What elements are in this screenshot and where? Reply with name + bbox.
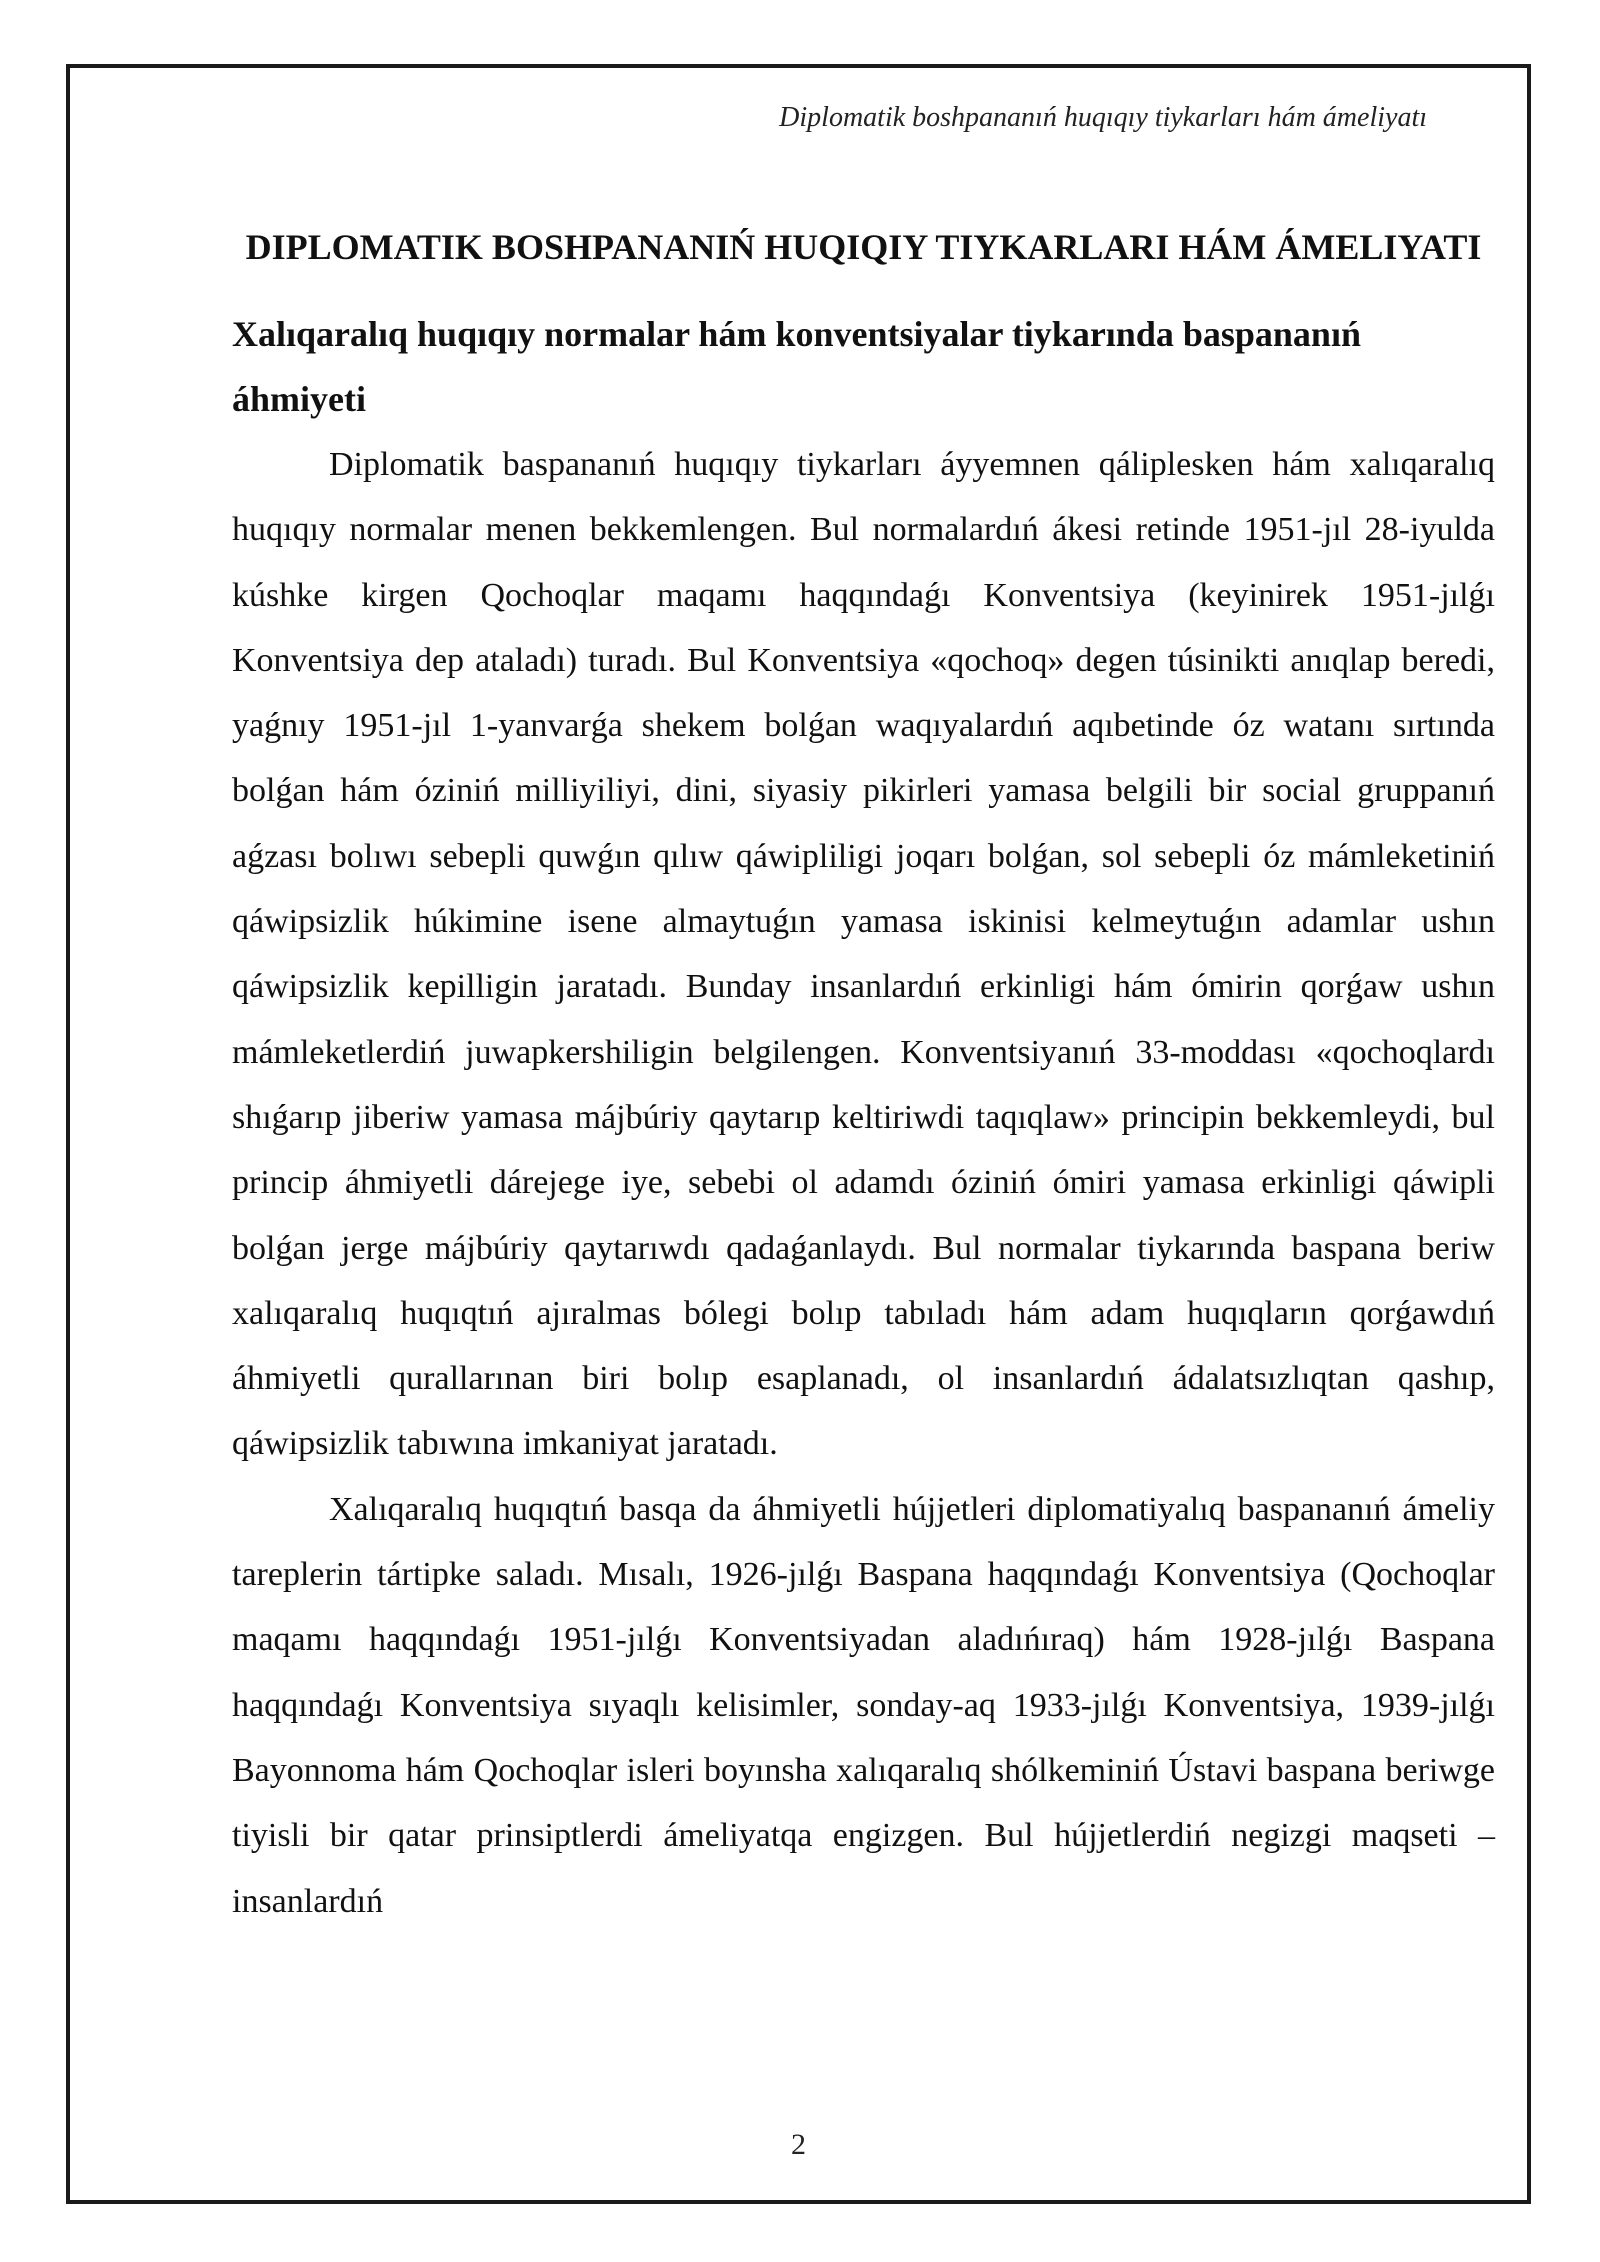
section-heading: Xalıqaralıq huqıqıy normalar hám konventsiyalar tiykarında baspananıń áhmiyeti [232, 314, 1361, 419]
page-frame [66, 64, 1531, 2204]
page-number: 2 [791, 2128, 806, 2161]
paragraph: Xalıqaralıq huqıqtıń basqa da áhmiyetli hújjetleri diplomatiyalıq baspananıń ámeliy tareplerin tártipke saladı. Mısalı, 1926-jılǵı Baspana haqqındaǵı Konventsiya (Qochoqlar maqamı haqqındaǵı 1951-jılǵı Konventsiyadan aladıńıraq) hám 1928-jılǵı Baspana haqqındaǵı Konventsiya sıyaqlı kelisimler, sonday-aq 1933-jılǵı Konventsiya, 1939-jılǵı Bayonnoma hám Qochoqlar isleri boyınsha xalıqaralıq shólkeminiń Ústavi baspana beriwge tiyisli bir qatar prinsiptlerdi ámeliyatqa engizgen. Bul hújjetlerdiń negizgi maqseti – insanlardıń [232, 1490, 1495, 1920]
running-header: Diplomatik boshpananıń huqıqıy tiykarları hám ámeliyatı [779, 102, 1427, 133]
paragraph: Diplomatik baspananıń huqıqıy tiykarları áyyemnen qálіplesken hám xalıqaralıq huqıqıy normalar menen bekkemlengen. Bul normalardıń ákesi retinde 1951-jıl 28-iyulda kúshke kirgen Qochoqlar maqamı haqqındaǵı Konventsiya (keyinirek 1951-jılǵı Konventsiya dep ataladı) turadı. Bul Konventsiya «qochoq» degen túsinikti anıqlap beredi, yaǵnıy 1951-jıl 1-yanvarǵa shekem bolǵan waqıyalardıń aqıbetinde óz watanı sırtında bolǵan hám óziniń milliyiliyi, dini, siyasiy pikirleri yamasa belgili bir social gruppanıń aǵzası bolıwı sebepli quwǵın qılıw qáwipliligi joqarı bolǵan, sol sebepli óz mámleketiniń qáwipsizlik húkimine isene almaytuǵın yamasa iskinisi kelmeytuǵın adamlar ushın qáwipsizlik kepilligin jaratadı. Bunday insanlardıń erkinligi hám ómirin qorǵaw ushın mámleketlerdiń juwapkershiligin belgilengen. Konventsiyanıń 33-moddası «qochoqlardı shıǵarıp jiberiw yamasa májbúriy qaytarıp keltiriwdi taqıqlaw» principin bekkemleydi, bul princip áhmiyetli dárejege iye, sebebi ol adamdı óziniń ómiri yamasa erkinligi qáwipli bolǵan jerge májbúriy qaytarıwdı qadaǵanlaydı. Bul normalar tiykarında baspana beriw xalıqaralıq huqıqtıń ajıralmas bólegi bolıp tabıladı hám adam huqıqların qorǵawdıń áhmiyetli qurallarınan biri bolıp esaplanadı, ol insanlardıń ádalatsızlıqtan qashıp, qáwipsizlik tabıwına imkaniyat jaratadı. [232, 446, 1495, 1463]
document-title: DIPLOMATIK BOSHPANANIŃ HUQIQIY TIYKARLARI HÁM ÁMELIYATI [245, 227, 1482, 267]
page-content [232, 214, 1495, 1934]
